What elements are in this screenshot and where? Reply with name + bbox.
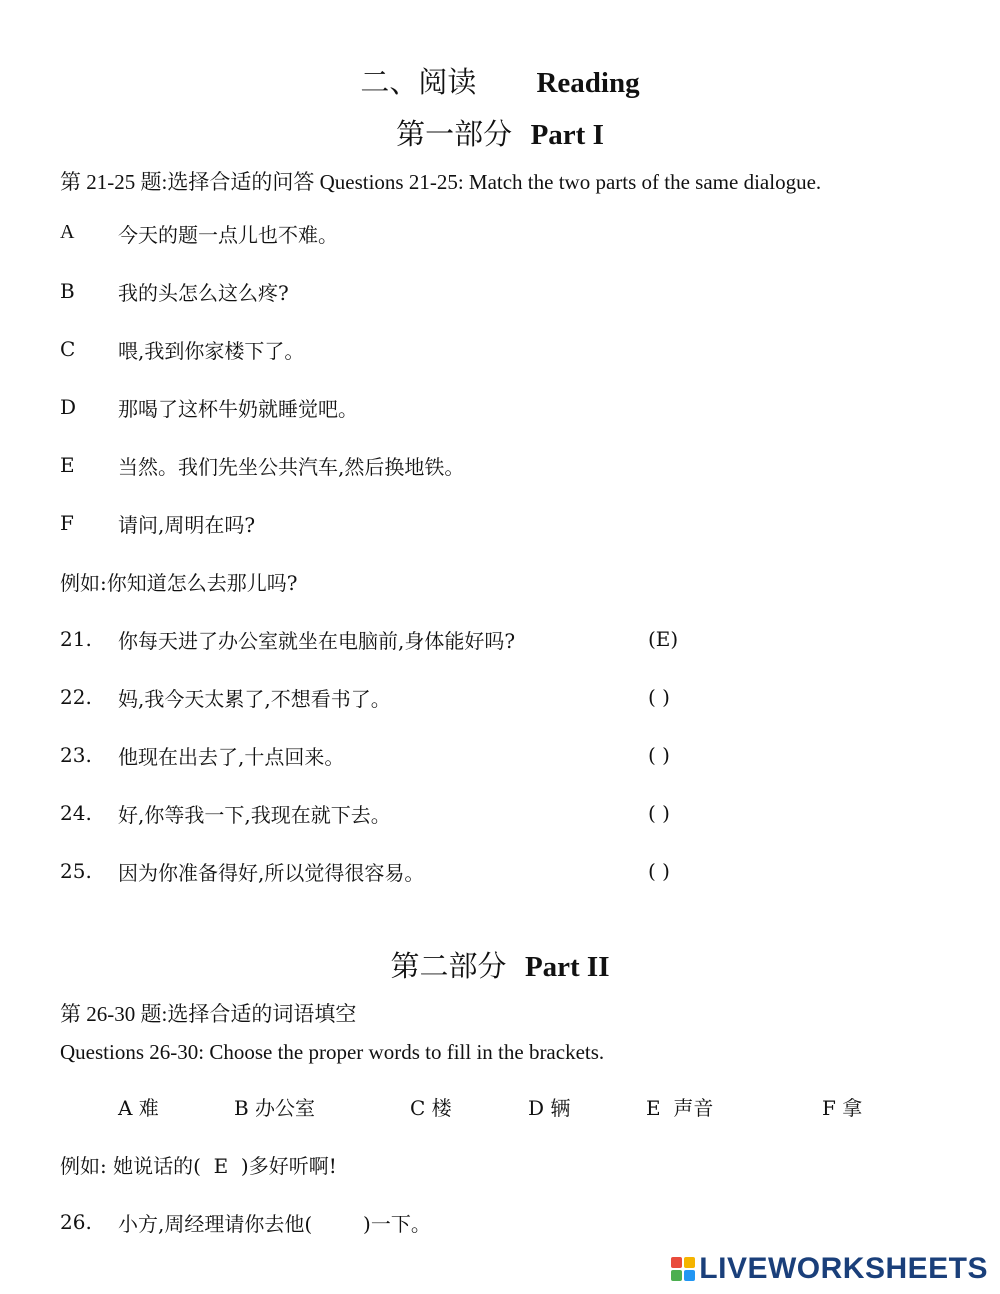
- question-number: 25.: [60, 859, 92, 883]
- word-option-b: B 办公室: [234, 1096, 316, 1120]
- part1-heading: [0, 112, 1000, 153]
- option-letter-d: D: [60, 395, 77, 419]
- answer-blank[interactable]: ( ): [648, 743, 670, 767]
- part1-heading-en: Part I: [530, 119, 604, 151]
- option-letter-b: B: [60, 279, 75, 303]
- option-letter-c: C: [60, 337, 76, 361]
- word-option-a: A 难: [118, 1096, 159, 1120]
- part2-heading: [0, 944, 1000, 985]
- part2-instruction-cn: 第 26-30 题:选择合适的词语填空: [60, 1002, 357, 1026]
- word-option-e: E 声音: [646, 1096, 714, 1120]
- part1-instruction: 第 21-25 题:选择合适的问答 Questions 21-25: Match the two parts of the same dialogue.: [60, 170, 822, 194]
- part2-instruction-en: Questions 26-30: Choose the proper words to fill in the brackets.: [60, 1040, 605, 1064]
- part1-example: 例如:你知道怎么去那儿吗?: [60, 571, 298, 595]
- answer-blank[interactable]: (E): [648, 627, 679, 651]
- word-option-c: C 楼: [410, 1096, 452, 1120]
- question-text: 你每天进了办公室就坐在电脑前,身体能好吗?: [118, 629, 516, 653]
- option-letter-e: E: [60, 453, 75, 477]
- answer-blank[interactable]: ( ): [648, 685, 670, 709]
- option-text-a: 今天的题一点儿也不难。: [118, 223, 338, 247]
- section-title-en: Reading: [536, 67, 640, 99]
- liveworksheets-logo-icon: [671, 1257, 695, 1281]
- option-text-b: 我的头怎么这么疼?: [118, 281, 289, 305]
- part2-heading-en: Part II: [524, 951, 610, 983]
- question-number: 26.: [60, 1210, 92, 1234]
- question-number: 23.: [60, 743, 92, 767]
- option-text-c: 喂,我到你家楼下了。: [118, 339, 305, 363]
- section-title-cn: 二、阅读: [360, 65, 477, 99]
- part2-example: 例如: 她说话的( E )多好听啊!: [60, 1154, 337, 1178]
- answer-blank[interactable]: ( ): [648, 859, 670, 883]
- question-text: 他现在出去了,十点回来。: [118, 745, 345, 769]
- question-text: 妈,我今天太累了,不想看书了。: [118, 687, 391, 711]
- word-option-f: F 拿: [822, 1096, 863, 1120]
- option-text-f: 请问,周明在吗?: [118, 513, 256, 537]
- option-text-d: 那喝了这杯牛奶就睡觉吧。: [118, 397, 358, 421]
- part2-heading-cn: 第二部分: [390, 949, 507, 983]
- question-text: 因为你准备得好,所以觉得很容易。: [118, 861, 425, 885]
- question-text: 好,你等我一下,我现在就下去。: [118, 803, 391, 827]
- section-title: [0, 60, 1000, 101]
- liveworksheets-logo: [671, 1252, 988, 1286]
- part1-heading-cn: 第一部分: [396, 117, 513, 151]
- option-letter-a: A: [60, 221, 75, 243]
- question-text[interactable]: 小方,周经理请你去他( )一下。: [118, 1212, 431, 1236]
- option-text-e: 当然。我们先坐公共汽车,然后换地铁。: [118, 455, 465, 479]
- option-letter-f: F: [60, 511, 74, 535]
- answer-blank[interactable]: ( ): [648, 801, 670, 825]
- question-number: 24.: [60, 801, 92, 825]
- question-number: 22.: [60, 685, 92, 709]
- word-option-d: D 辆: [528, 1096, 571, 1120]
- question-number: 21.: [60, 627, 92, 651]
- logo-text: LIVEWORKSHEETS: [699, 1252, 988, 1285]
